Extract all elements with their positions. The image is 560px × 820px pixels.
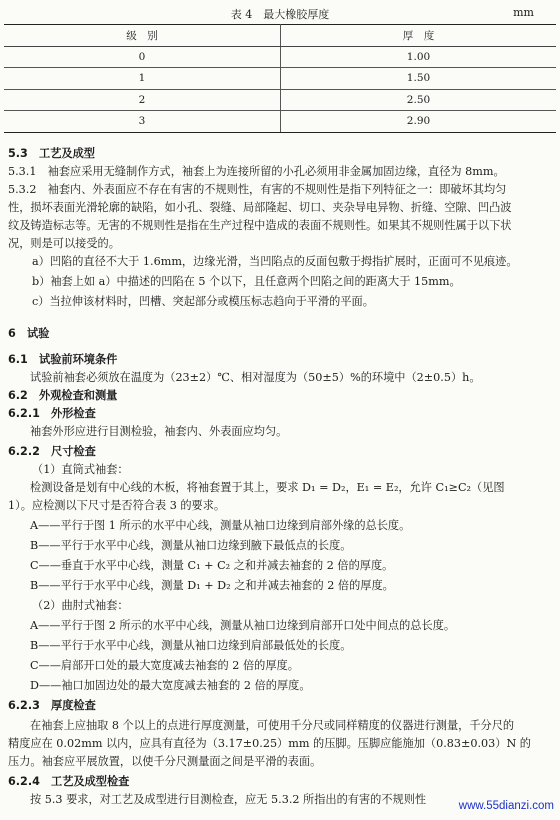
watermark: www.55dianzi.com bbox=[458, 800, 554, 812]
thickness-cell: 1.00 bbox=[281, 46, 557, 68]
line-text: 5.3 工艺及成型 bbox=[8, 147, 95, 160]
text-line bbox=[32, 293, 374, 311]
text-line bbox=[8, 181, 506, 199]
thickness-cell: 2.50 bbox=[281, 89, 557, 111]
line-text: 1）。应检测以下尺寸是否符合表 3 的要求。 bbox=[8, 499, 226, 512]
thickness-cell: 2.90 bbox=[281, 111, 557, 133]
text-line bbox=[30, 479, 505, 497]
text-line bbox=[32, 273, 461, 291]
line-text: 6.2.2 尺寸检查 bbox=[8, 445, 96, 458]
text-line bbox=[8, 235, 120, 253]
section-heading bbox=[8, 697, 96, 715]
text-line bbox=[30, 537, 351, 555]
line-text: D——袖口加固边处的最大宽度减去袖套的 2 倍的厚度。 bbox=[30, 679, 311, 692]
text-line bbox=[32, 253, 518, 271]
text-line bbox=[8, 199, 511, 217]
section-heading bbox=[8, 773, 129, 791]
table-row bbox=[4, 68, 556, 90]
line-text: A——平行于图 1 所示的水平中心线，测量从袖口边缘到肩部外缘的总长度。 bbox=[30, 519, 411, 532]
text-line bbox=[8, 735, 531, 753]
text-line bbox=[30, 791, 426, 809]
line-text: A——平行于图 2 所示的水平中心线，测量从袖口边缘到肩部开口处中间点的总长度。 bbox=[30, 619, 456, 632]
line-text: a）凹陷的直径不大于 1.6mm，边缘光滑，当凹陷点的反面包敷于拇指扩展时，正面可不见痕迹。 bbox=[32, 255, 518, 268]
line-text: B——平行于水平中心线，测量从袖口边缘到肩部最低处的长度。 bbox=[30, 639, 352, 652]
line-text: B——平行于水平中心线，测量 D₁ + D₂ 之和并减去袖套的 2 倍的厚度。 bbox=[30, 579, 394, 592]
table-header-row bbox=[4, 25, 556, 47]
line-text: c）当拉伸该材料时，凹槽、突起部分或模压标志趋向于平滑的平面。 bbox=[32, 295, 374, 308]
table-title: 表 4 最大橡胶厚度 bbox=[230, 8, 330, 21]
section-heading bbox=[8, 145, 95, 163]
table-unit: mm bbox=[513, 6, 534, 19]
line-text: 5.3.2 袖套内、外表面应不存在有害的不规则性，有害的不规则性是指下列特征之一：即破坏其均匀 bbox=[8, 183, 507, 196]
text-line bbox=[30, 577, 394, 595]
text-line bbox=[8, 753, 321, 771]
grade-cell: 0 bbox=[4, 46, 281, 68]
text-line bbox=[8, 217, 511, 235]
line-text: 按 5.3 要求，对工艺及成型进行目测检查，应无 5.3.2 所指出的有害的不规则性 bbox=[30, 793, 427, 806]
grade-cell: 2 bbox=[4, 89, 281, 111]
text-line bbox=[30, 637, 351, 655]
table-row bbox=[4, 111, 556, 133]
section-heading bbox=[8, 351, 117, 369]
line-text: 精度应在 0.02mm 以内，应具有直径为（3.17±0.25）mm 的压脚。压脚应能施加（0.83±0.03）N 的 bbox=[8, 737, 531, 750]
section-heading bbox=[8, 443, 96, 461]
line-text: B——平行于水平中心线，测量从袖口边缘到腋下最低点的长度。 bbox=[30, 539, 352, 552]
line-text: 6.2 外观检查和测量 bbox=[8, 389, 118, 402]
text-line bbox=[30, 677, 311, 695]
text-line bbox=[30, 657, 299, 675]
line-text: 压力。袖套应平展放置，以使千分尺测量面之间是平滑的表面。 bbox=[8, 755, 322, 768]
line-text: 6.1 试验前环境条件 bbox=[8, 353, 118, 366]
line-text: 6.2.1 外形检查 bbox=[8, 407, 96, 420]
line-text: 袖套外形应进行目测检验，袖套内、外表面应均匀。 bbox=[30, 425, 288, 438]
line-text: 试验前袖套必须放在温度为（23±2）℃、相对湿度为（50±5）%的环境中（2±0.5）h。 bbox=[30, 371, 481, 384]
line-text: 在袖套上应抽取 8 个以上的点进行厚度测量，可使用千分尺或同样精度的仪器进行测量，千分尺的 bbox=[30, 719, 515, 732]
text-line bbox=[30, 517, 410, 535]
grade-cell: 3 bbox=[4, 111, 281, 133]
text-line bbox=[32, 461, 129, 479]
grade-cell: 1 bbox=[4, 68, 281, 90]
line-text: 6 试验 bbox=[8, 327, 50, 340]
line-text: 性，损坏表面光滑轮廓的缺陷，如小孔、裂缝、局部隆起、切口、夹杂导电异物、折缝、空隙、凹凸波 bbox=[8, 201, 512, 214]
text-line bbox=[30, 423, 287, 441]
line-text: 检测设备是划有中心线的木板，将袖套置于其上，要求 D₁ = D₂，E₁ = E₂，允许 C₁≥C₂（见图 bbox=[30, 481, 505, 494]
table-row bbox=[4, 89, 556, 111]
line-text: （2）曲肘式袖套： bbox=[32, 599, 129, 612]
line-text: 纹及铸造标志等。无害的不规则性是指在生产过程中造成的表面不规则性。如果其不规则性属于以下状 bbox=[8, 219, 512, 232]
text-line bbox=[8, 497, 225, 515]
text-line bbox=[30, 369, 481, 387]
text-line bbox=[30, 717, 514, 735]
line-text: 5.3.1 袖套应采用无缝制作方式，袖套上为连接所留的小孔必须用非金属加固边缘，直径为 8mm。 bbox=[8, 165, 505, 178]
line-text: C——肩部开口处的最大宽度减去袖套的 2 倍的厚度。 bbox=[30, 659, 299, 672]
line-text: 6.2.3 厚度检查 bbox=[8, 699, 96, 712]
header-grade: 级 别 bbox=[4, 25, 281, 47]
text-line bbox=[30, 617, 455, 635]
line-text: 6.2.4 工艺及成型检查 bbox=[8, 775, 130, 788]
text-line bbox=[8, 163, 505, 181]
table-caption bbox=[0, 6, 560, 22]
table-row bbox=[4, 46, 556, 68]
thickness-cell: 1.50 bbox=[281, 68, 557, 90]
text-line bbox=[32, 597, 129, 615]
header-thickness: 厚 度 bbox=[281, 25, 557, 47]
section-heading bbox=[8, 325, 49, 343]
line-text: C——垂直于水平中心线，测量 C₁ + C₂ 之和并减去袖套的 2 倍的厚度。 bbox=[30, 559, 394, 572]
line-text: b）袖套上如 a）中描述的凹陷在 5 个以下，且任意两个凹陷之间的距离大于 15mm。 bbox=[32, 275, 461, 288]
line-text: （1）直筒式袖套： bbox=[32, 463, 129, 476]
section-heading bbox=[8, 387, 117, 405]
thickness-table bbox=[4, 24, 556, 133]
line-text: 况，则是可以接受的。 bbox=[8, 237, 120, 250]
text-line bbox=[30, 557, 393, 575]
section-heading bbox=[8, 405, 96, 423]
